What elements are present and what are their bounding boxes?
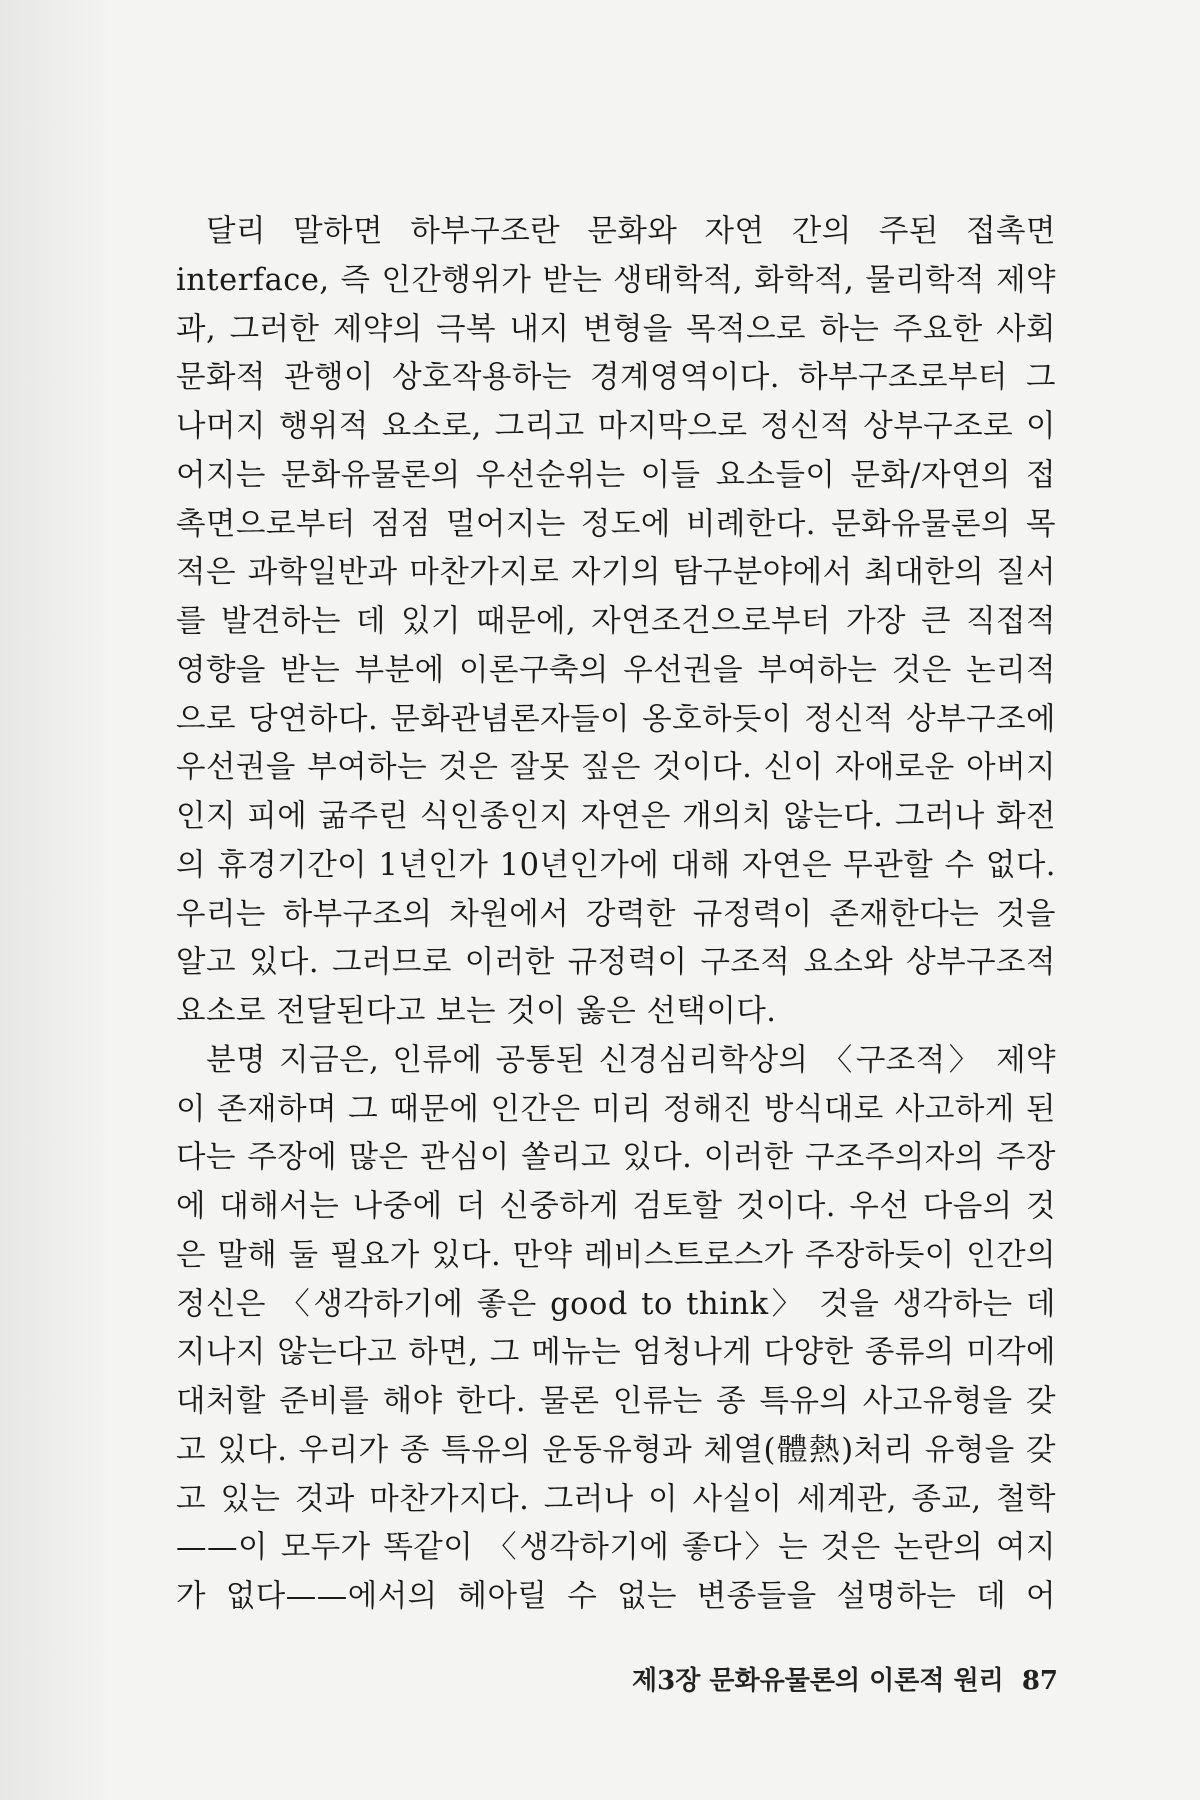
page-footer	[632, 1660, 1058, 1697]
page-edge-shadow	[0, 0, 115, 1800]
paragraph-1: 달리 말하면 하부구조란 문화와 자연 간의 주된 접촉면 interface, 즉 인간행위가 받는 생태학적, 화학적, 물리학적 제약과, 그러한 제약의 극복 내지 변형을 목적으로 하는 주요한 사회문화적 관행이 상호작용하는 경계영역이다. 하부구조로부터 그 나머지 행위적 요소로, 그리고 마지막으로 정신적 상부구조로 이어지는 문화유물론의 우선순위는 이들 요소들이 문화/자연의 접촉면으로부터 점점 멀어지는 정도에 비례한다. 문화유물론의 목적은 과학일반과 마찬가지로 자기의 탐구분야에서 최대한의 질서를 발견하는 데 있기 때문에, 자연조건으로부터 가장 큰 직접적 영향을 받는 부분에 이론구축의 우선권을 부여하는 것은 논리적으로 당연하다. 문화관념론자들이 옹호하듯이 정신적 상부구조에 우선권을 부여하는 것은 잘못 짚은 것이다. 신이 자애로운 아버지인지 피에 굶주린 식인종인지 자연은 개의치 않는다. 그러나 화전의 휴경기간이 1년인가 10년인가에 대해 자연은 무관할 수 없다. 우리는 하부구조의 차원에서 강력한 규정력이 존재한다는 것을 알고 있다. 그러므로 이러한 규정력이 구조적 요소와 상부구조적 요소로 전달된다고 보는 것이 옳은 선택이다.	[176, 214, 1056, 1029]
running-head: 제3장 문화유물론의 이론적 원리	[632, 1666, 1004, 1696]
page-number: 87	[1021, 1666, 1058, 1696]
paragraph-2: 분명 지금은, 인류에 공통된 신경심리학상의 〈구조적〉 제약이 존재하며 그 때문에 인간은 미리 정해진 방식대로 사고하게 된다는 주장에 많은 관심이 쏠리고 있다. 이러한 구조주의자의 주장에 대해서는 나중에 더 신중하게 검토할 것이다. 우선 다음의 것은 말해 둘 필요가 있다. 만약 레비스트로스가 주장하듯이 인간의 정신은 〈생각하기에 좋은 good to think〉 것을 생각하는 데 지나지 않는다고 하면, 그 메뉴는 엄청나게 다양한 종류의 미각에 대처할 준비를 해야 한다. 물론 인류는 종 특유의 사고유형을 갖고 있다. 우리가 종 특유의 운동유형과 체열(體熱)처리 유형을 갖고 있는 것과 마찬가지다. 그러나 이 사실이 세계관, 종교, 철학——이 모두가 똑같이 〈생각하기에 좋다〉는 것은 논란의 여지가 없다——에서의 헤아릴 수 없는 변종들을 설명하는 데 어	[176, 1042, 1056, 1614]
page-body	[176, 208, 1056, 1622]
